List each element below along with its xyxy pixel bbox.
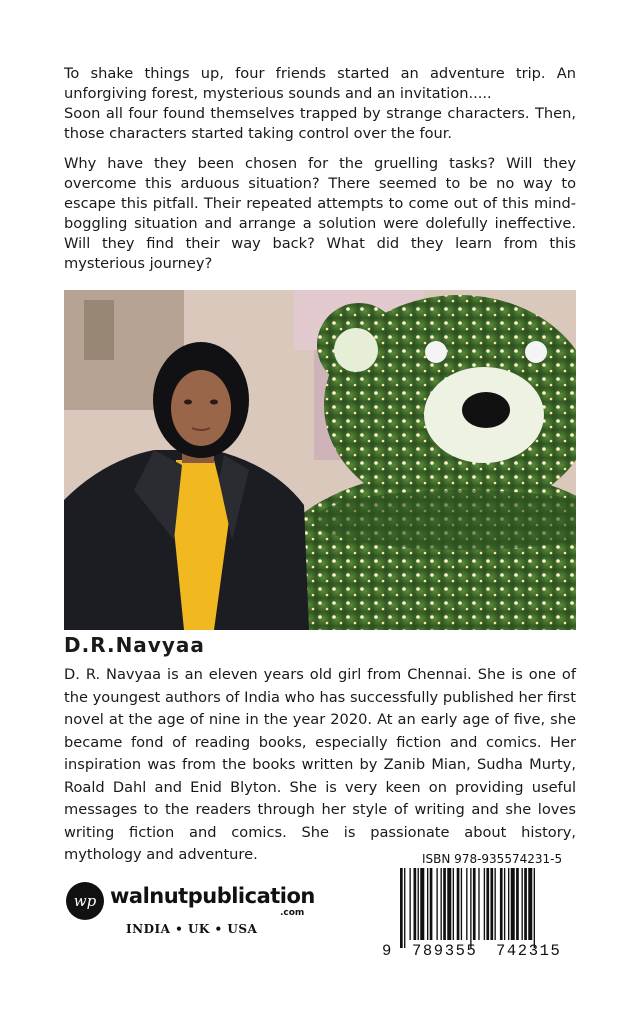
author-photo bbox=[64, 290, 576, 630]
barcode-bar bbox=[524, 868, 527, 940]
barcode-bar bbox=[443, 868, 446, 940]
publisher-countries: INDIA • UK • USA bbox=[126, 922, 258, 936]
barcode-bar bbox=[500, 868, 503, 940]
blurb-paragraph-1 bbox=[64, 64, 576, 144]
barcode-bar bbox=[409, 868, 410, 940]
barcode-bar bbox=[436, 868, 437, 940]
back-cover-blurb bbox=[64, 64, 576, 274]
barcode-bar bbox=[461, 868, 462, 940]
barcode-bar bbox=[404, 868, 405, 948]
barcode-bar bbox=[534, 868, 535, 948]
walnut-logo-icon: wp bbox=[66, 882, 104, 920]
isbn-label: ISBN 978-935574231-5 bbox=[422, 852, 563, 866]
author-photo-illustration bbox=[64, 290, 576, 630]
blurb-line-1: To shake things up, four friends started an adventure trip. An unforgiving forest, mysterious sounds and an invitation..... bbox=[64, 65, 576, 102]
barcode-bar bbox=[453, 868, 454, 940]
barcode-bar bbox=[418, 868, 419, 940]
barcode-bar bbox=[400, 868, 403, 948]
blurb-line-2: Soon all four found themselves trapped by strange characters. Then, those characters started taking control over the four. bbox=[64, 105, 576, 142]
publisher-domain: .com bbox=[280, 908, 305, 918]
isbn-digit-group-1: 789355 bbox=[412, 942, 478, 960]
barcode-bar bbox=[470, 868, 471, 948]
barcode-bar bbox=[427, 868, 428, 940]
blurb-paragraph-2: Why have they been chosen for the gruelling tasks? Will they overcome this arduous situation? There seemed to be no way to escape this pitfall. Their repeated attempts to come out of this mind-boggling situation and arrange a solution were dolefully ineffective. Will they find their way back? What did they learn from this mysterious journey? bbox=[64, 155, 576, 272]
barcode-bar bbox=[457, 868, 460, 940]
publisher-logo-block bbox=[66, 880, 316, 940]
barcode-bar bbox=[430, 868, 433, 940]
barcode-bar bbox=[420, 868, 424, 940]
barcode-bar bbox=[473, 868, 476, 940]
barcode-bar bbox=[504, 868, 505, 940]
barcode-bar bbox=[441, 868, 442, 940]
publisher-name: walnutpublication bbox=[110, 884, 315, 908]
barcode-bar bbox=[478, 868, 479, 940]
barcode-bar bbox=[508, 868, 509, 940]
isbn-lead-digit: 9 bbox=[382, 942, 393, 960]
barcode-bar bbox=[528, 868, 532, 940]
isbn-barcode-block bbox=[380, 852, 580, 962]
barcode-bar bbox=[486, 868, 489, 940]
barcode-bar bbox=[466, 868, 467, 940]
barcode-bar bbox=[414, 868, 417, 940]
barcode-bar bbox=[447, 868, 451, 940]
isbn-digit-group-2: 742315 bbox=[496, 942, 562, 960]
author-name: D.R.Navyaa bbox=[64, 633, 205, 657]
barcode-bar bbox=[516, 868, 519, 940]
barcode-bar bbox=[511, 868, 515, 940]
barcode-bar bbox=[490, 868, 493, 940]
author-bio: D. R. Navyaa is an eleven years old girl from Chennai. She is one of the youngest authors of India who has successfully published her first novel at the age of nine in the year 2020. At an early age of five, she became fond of reading books, especially fiction and comics. Her inspiration was from the books written by Zanib Mian, Sudha Murty, Roald Dahl and Enid Blyton. She is very keen on providing useful messages to the readers through her style of writing and she loves writing fiction and comics. She is passionate about history, mythology and adventure. bbox=[64, 666, 576, 863]
barcode-bars bbox=[380, 868, 580, 948]
barcode-bar bbox=[522, 868, 523, 940]
barcode-bar bbox=[495, 868, 496, 940]
barcode-bar bbox=[484, 868, 485, 940]
